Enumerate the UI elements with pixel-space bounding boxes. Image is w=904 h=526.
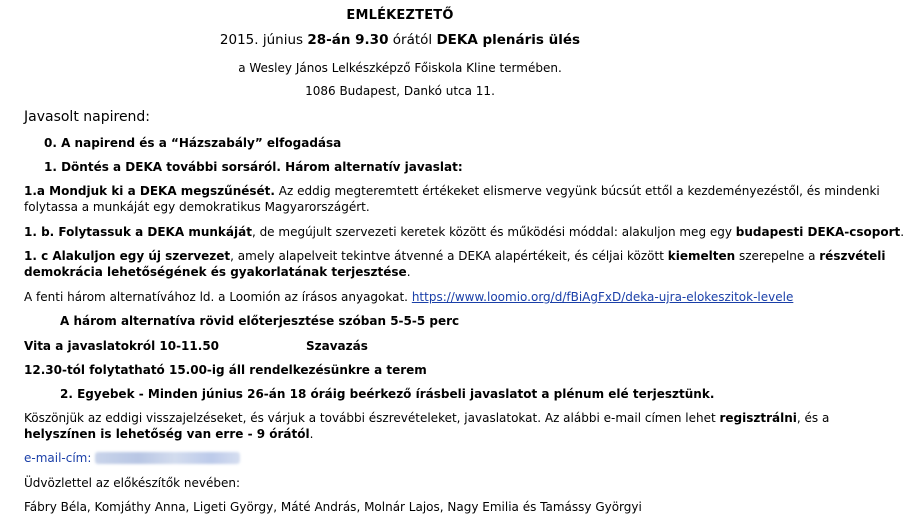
alternative-b: 1. b. Folytassuk a DEKA munkáját, de megújult szervezeti keretek között és működési móddal: alakuljon meg egy budapesti DEKA-csoport.: [24, 225, 904, 239]
agenda-heading: Javasolt napirend:: [24, 109, 151, 125]
thanks-line-2: helyszínen is lehetőség van erre - 9 órától.: [24, 427, 314, 441]
email-label: e-mail-cím:: [24, 451, 92, 465]
email-line: [24, 451, 240, 466]
meeting-subtitle: 2015. június 28-án 9.30 órától DEKA plenáris ülés: [219, 32, 581, 48]
loomio-link[interactable]: https://www.loomio.org/d/fBiAgFxD/deka-ujra-elokeszitok-levele: [411, 290, 794, 304]
greeting-line: Üdvözlettel az előkészítők nevében:: [24, 476, 241, 490]
alternative-a-line-2: folytassa a munkáját egy demokratikus Magyarországért.: [24, 200, 370, 214]
agenda-item-1: 1. Döntés a DEKA további sorsáról. Három alternatív javaslat:: [44, 160, 463, 174]
presentation-line: A három alternatíva rövid előterjesztése szóban 5-5-5 perc: [60, 314, 460, 328]
alternative-a-line-1: 1.a Mondjuk ki a DEKA megszűnését. Az eddig megteremtett értékeket elismerve vegyünk búcsút ettől a kezdeményezéstől, és mindenki: [24, 184, 880, 198]
signers-line: Fábry Béla, Komjáthy Anna, Ligeti György, Máté András, Molnár Lajos, Nagy Emilia és Tamássy Györgyi: [24, 500, 642, 514]
agenda-item-2: 2. Egyebek - Minden június 26-án 18 óráig beérkező írásbeli javaslatot a plénum elé terjesztünk.: [60, 387, 715, 401]
location-line-1: a Wesley János Lelkészképző Főiskola Kline termében.: [238, 61, 562, 75]
room-line: 12.30-tól folytatható 15.00-ig áll rendelkezésünkre a terem: [24, 363, 427, 377]
location-line-2: 1086 Budapest, Dankó utca 11.: [305, 84, 495, 98]
document-title: EMLÉKEZTETŐ: [346, 8, 454, 23]
vote-label: Szavazás: [306, 339, 368, 353]
alternative-c-line-2: demokrácia lehetőségének és gyakorlatának terjesztése.: [24, 265, 411, 279]
agenda-item-0: 0. A napirend és a “Házszabály” elfogadása: [44, 136, 342, 150]
alternative-c-line-1: 1. c Alakuljon egy új szervezet, amely alapelveit tekintve átvenné a DEKA alapértékeit, és céljai között kiemelten szerepelne a részvételi: [24, 249, 886, 263]
debate-line: Vita a javaslatokról 10-11.50: [24, 339, 220, 353]
redacted-email: [95, 452, 240, 464]
loomio-line: A fenti három alternatívához ld. a Loomión az írásos anyagokat. https://www.loomio.org/d/fBiAgFxD/deka-ujra-elokeszitok-levele: [24, 290, 794, 304]
thanks-line-1: Köszönjük az eddigi visszajelzéseket, és várjuk a további észrevételeket, javaslatokat. Az alábbi e-mail címen lehet regisztrálni, és a: [24, 411, 830, 425]
